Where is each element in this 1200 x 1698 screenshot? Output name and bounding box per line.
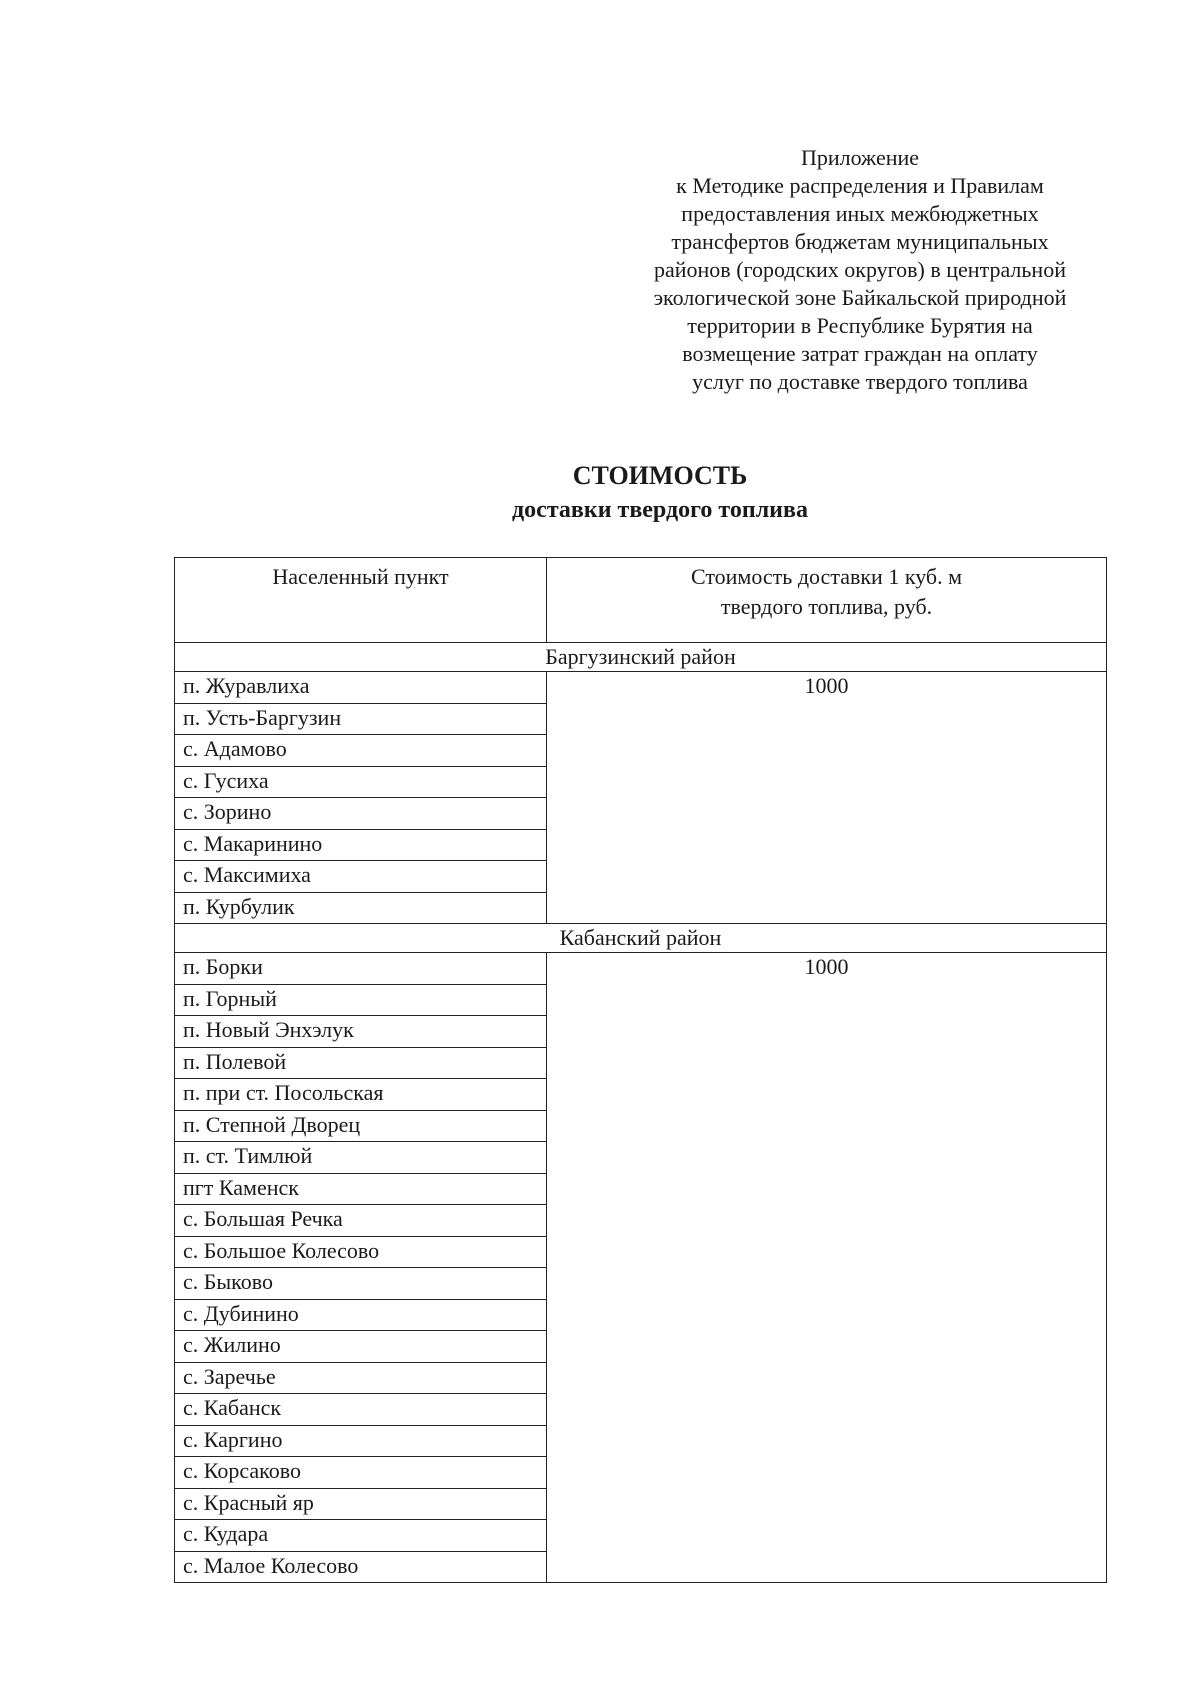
settlement-name: с. Большая Речка xyxy=(175,1205,547,1237)
settlement-name: с. Быково xyxy=(175,1268,547,1300)
delivery-cost-table xyxy=(174,557,1107,1583)
district-name: Баргузинский район xyxy=(175,643,1107,672)
settlement-name: п. ст. Тимлюй xyxy=(175,1142,547,1174)
settlement-name: с. Кудара xyxy=(175,1520,547,1552)
delivery-cost-value: 1000 xyxy=(547,953,1107,1583)
settlement-name: пгт Каменск xyxy=(175,1173,547,1205)
cost-header-line: Стоимость доставки 1 куб. м xyxy=(690,564,963,589)
table-header-row xyxy=(175,558,1107,643)
appendix-note xyxy=(600,144,1120,396)
settlement-name: с. Большое Колесово xyxy=(175,1236,547,1268)
settlement-name: п. Горный xyxy=(175,984,547,1016)
settlement-name: с. Заречье xyxy=(175,1362,547,1394)
table-row xyxy=(175,953,1107,985)
settlement-name: с. Жилино xyxy=(175,1331,547,1363)
settlement-name: с. Малое Колесово xyxy=(175,1551,547,1583)
district-name: Кабанский район xyxy=(175,924,1107,953)
appendix-line: территории в Республике Бурятия на xyxy=(687,313,1033,338)
appendix-line: экологической зоне Байкальской природной xyxy=(653,285,1067,310)
settlement-name: п. Усть-Баргузин xyxy=(175,703,547,735)
settlement-name: с. Максимиха xyxy=(175,861,547,893)
settlement-name: с. Макаринино xyxy=(175,829,547,861)
settlement-name: п. Курбулик xyxy=(175,892,547,924)
district-row xyxy=(175,643,1107,672)
settlement-name: с. Дубинино xyxy=(175,1299,547,1331)
settlement-name: п. Степной Дворец xyxy=(175,1110,547,1142)
appendix-line: предоставления иных межбюджетных xyxy=(681,201,1039,226)
settlement-column-header: Населенный пункт xyxy=(175,558,547,643)
document-title: СТОИМОСТЬ xyxy=(572,461,748,490)
appendix-line: Приложение xyxy=(800,145,920,170)
settlement-name: с. Адамово xyxy=(175,735,547,767)
appendix-line: к Методике распределения и Правилам xyxy=(676,173,1044,198)
appendix-line: услуг по доставке твердого топлива xyxy=(692,369,1028,394)
settlement-name: п. Новый Энхэлук xyxy=(175,1016,547,1048)
settlement-name: п. Полевой xyxy=(175,1047,547,1079)
table-row xyxy=(175,672,1107,704)
document-subtitle: доставки твердого топлива xyxy=(512,497,808,523)
delivery-cost-value: 1000 xyxy=(547,672,1107,924)
settlement-name: п. Борки xyxy=(175,953,547,985)
settlement-name: с. Кабанск xyxy=(175,1394,547,1426)
settlement-name: п. при ст. Посольская xyxy=(175,1079,547,1111)
settlement-name: с. Корсаково xyxy=(175,1457,547,1489)
appendix-line: возмещение затрат граждан на оплату xyxy=(682,341,1038,366)
settlement-name: п. Журавлиха xyxy=(175,672,547,704)
appendix-line: трансфертов бюджетам муниципальных xyxy=(671,229,1049,254)
settlement-name: с. Красный яр xyxy=(175,1488,547,1520)
cost-header-line: твердого топлива, руб. xyxy=(720,594,933,619)
settlement-name: с. Гусиха xyxy=(175,766,547,798)
cost-column-header xyxy=(547,558,1107,643)
appendix-line: районов (городских округов) в центральной xyxy=(654,257,1066,282)
settlement-name: с. Каргино xyxy=(175,1425,547,1457)
district-row xyxy=(175,924,1107,953)
settlement-name: с. Зорино xyxy=(175,798,547,830)
